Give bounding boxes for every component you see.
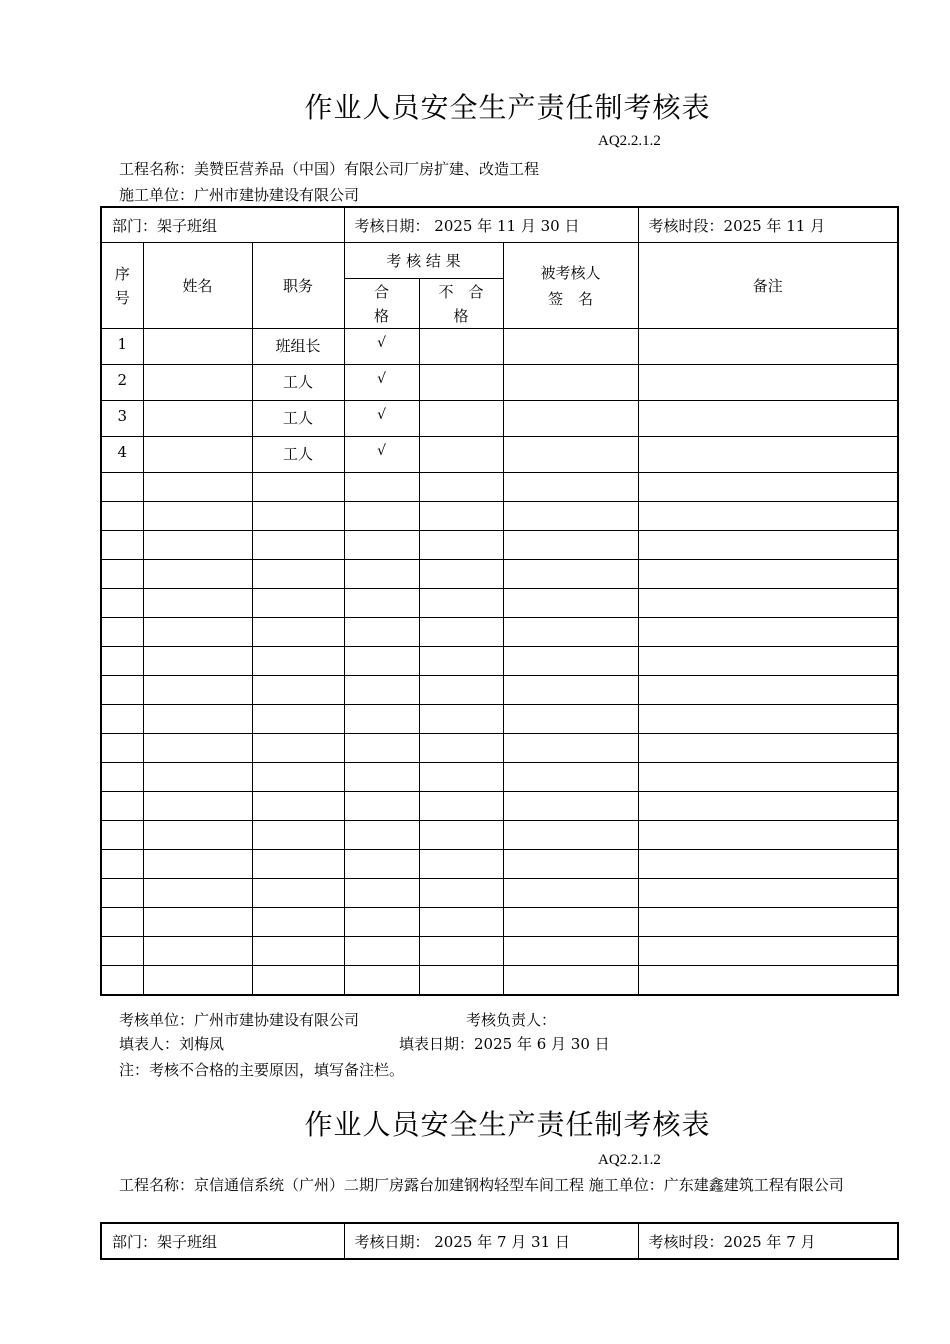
fill-date: 填表日期：2025 年 6 月 30 日: [399, 1035, 610, 1053]
cell-remark: [638, 365, 898, 401]
empty-cell: [638, 473, 898, 502]
empty-cell: [143, 560, 252, 589]
empty-cell: [344, 473, 419, 502]
period-cell: 考核时段：2025 年 11 月: [638, 207, 898, 243]
empty-cell: [252, 647, 344, 676]
assessment-table: [100, 206, 899, 996]
table-row: [101, 329, 898, 365]
form-code: AQ2.2.1.2: [598, 133, 661, 149]
empty-cell: [503, 879, 638, 908]
department-cell: 部门：架子班组: [101, 207, 344, 243]
empty-cell: [503, 908, 638, 937]
cell-duty: 工人: [252, 437, 344, 473]
empty-row: [101, 676, 898, 705]
assessment-unit: 考核单位：广州市建协建设有限公司: [119, 1011, 360, 1029]
empty-row: [101, 966, 898, 996]
construction-unit: 施工单位：广州市建协建设有限公司: [119, 186, 360, 204]
cell-fail: [419, 365, 503, 401]
empty-cell: [101, 966, 143, 996]
empty-cell: [419, 908, 503, 937]
empty-cell: [419, 676, 503, 705]
cell-pass: √: [344, 329, 419, 365]
empty-cell: [101, 473, 143, 502]
empty-cell: [101, 647, 143, 676]
empty-cell: [503, 647, 638, 676]
cell-seq: 1: [101, 329, 143, 365]
empty-cell: [344, 589, 419, 618]
empty-row: [101, 821, 898, 850]
empty-row: [101, 879, 898, 908]
empty-cell: [143, 502, 252, 531]
empty-cell: [344, 618, 419, 647]
empty-row: [101, 908, 898, 937]
cell-pass: √: [344, 365, 419, 401]
cell-signature: [503, 437, 638, 473]
empty-cell: [143, 908, 252, 937]
empty-cell: [419, 618, 503, 647]
empty-cell: [344, 734, 419, 763]
col-duty-header: 职务: [252, 243, 344, 329]
empty-cell: [143, 734, 252, 763]
empty-cell: [503, 792, 638, 821]
cell-fail: [419, 401, 503, 437]
assessment-table-2: [100, 1222, 899, 1260]
cell-remark: [638, 329, 898, 365]
empty-cell: [252, 937, 344, 966]
empty-cell: [344, 676, 419, 705]
empty-cell: [101, 734, 143, 763]
empty-cell: [252, 705, 344, 734]
empty-cell: [252, 502, 344, 531]
cell-signature: [503, 401, 638, 437]
empty-cell: [143, 589, 252, 618]
empty-row: [101, 734, 898, 763]
empty-row: [101, 502, 898, 531]
empty-row: [101, 937, 898, 966]
page-title: 作业人员安全生产责任制考核表: [304, 91, 711, 124]
assessment-responsible: 考核负责人：: [466, 1011, 557, 1029]
project-name: 工程名称：美赞臣营养品（中国）有限公司厂房扩建、改造工程: [119, 160, 540, 178]
empty-cell: [101, 879, 143, 908]
footnote: 注：考核不合格的主要原因，填写备注栏。: [119, 1061, 405, 1079]
empty-cell: [344, 792, 419, 821]
empty-cell: [419, 937, 503, 966]
cell-pass: √: [344, 437, 419, 473]
empty-cell: [344, 879, 419, 908]
cell-name: [143, 365, 252, 401]
cell-duty: 工人: [252, 401, 344, 437]
cell-remark: [638, 437, 898, 473]
empty-cell: [638, 879, 898, 908]
empty-cell: [344, 502, 419, 531]
empty-cell: [252, 676, 344, 705]
department-cell-2: 部门：架子班组: [101, 1223, 344, 1259]
empty-cell: [503, 734, 638, 763]
empty-cell: [344, 763, 419, 792]
empty-cell: [638, 792, 898, 821]
empty-cell: [143, 792, 252, 821]
empty-cell: [638, 531, 898, 560]
empty-cell: [344, 560, 419, 589]
empty-cell: [503, 763, 638, 792]
empty-cell: [252, 531, 344, 560]
header-row: [101, 207, 898, 243]
empty-row: [101, 589, 898, 618]
empty-cell: [638, 502, 898, 531]
col-result-header: 考 核 结 果: [344, 243, 503, 279]
form-code-2: AQ2.2.1.2: [598, 1152, 661, 1168]
empty-cell: [101, 908, 143, 937]
cell-signature: [503, 329, 638, 365]
empty-cell: [252, 966, 344, 996]
empty-cell: [638, 821, 898, 850]
empty-cell: [503, 560, 638, 589]
empty-cell: [143, 531, 252, 560]
empty-cell: [419, 879, 503, 908]
empty-cell: [252, 589, 344, 618]
cell-remark: [638, 401, 898, 437]
empty-row: [101, 531, 898, 560]
empty-cell: [344, 705, 419, 734]
col-name-header: 姓名: [143, 243, 252, 329]
empty-cell: [143, 618, 252, 647]
empty-cell: [143, 850, 252, 879]
empty-cell: [344, 966, 419, 996]
cell-pass: √: [344, 401, 419, 437]
empty-cell: [252, 908, 344, 937]
empty-cell: [638, 560, 898, 589]
empty-cell: [143, 937, 252, 966]
empty-cell: [503, 618, 638, 647]
empty-cell: [503, 850, 638, 879]
empty-row: [101, 705, 898, 734]
empty-row: [101, 560, 898, 589]
empty-cell: [101, 502, 143, 531]
empty-cell: [143, 966, 252, 996]
empty-cell: [638, 763, 898, 792]
col-signature-header: 被考核人 签 名: [503, 243, 638, 329]
cell-fail: [419, 437, 503, 473]
empty-cell: [344, 937, 419, 966]
col-pass-header: 合 格: [344, 279, 419, 329]
empty-cell: [638, 908, 898, 937]
empty-cell: [419, 560, 503, 589]
empty-cell: [503, 531, 638, 560]
empty-cell: [503, 937, 638, 966]
empty-cell: [638, 618, 898, 647]
empty-cell: [143, 473, 252, 502]
col-fail-header: 不 合 格: [419, 279, 503, 329]
empty-cell: [143, 763, 252, 792]
empty-cell: [252, 560, 344, 589]
empty-cell: [252, 850, 344, 879]
empty-cell: [638, 850, 898, 879]
cell-seq: 3: [101, 401, 143, 437]
table-row: [101, 401, 898, 437]
empty-row: [101, 763, 898, 792]
empty-cell: [419, 473, 503, 502]
empty-cell: [638, 705, 898, 734]
empty-cell: [638, 589, 898, 618]
empty-cell: [503, 502, 638, 531]
empty-cell: [419, 821, 503, 850]
date-cell: 考核日期： 2025 年 11 月 30 日: [344, 207, 638, 243]
empty-row: [101, 792, 898, 821]
empty-cell: [101, 531, 143, 560]
empty-cell: [143, 647, 252, 676]
empty-cell: [638, 647, 898, 676]
cell-name: [143, 329, 252, 365]
empty-cell: [143, 821, 252, 850]
empty-row: [101, 618, 898, 647]
cell-name: [143, 401, 252, 437]
cell-seq: 4: [101, 437, 143, 473]
empty-cell: [252, 821, 344, 850]
empty-cell: [419, 850, 503, 879]
empty-cell: [252, 792, 344, 821]
cell-duty: 班组长: [252, 329, 344, 365]
empty-cell: [638, 676, 898, 705]
empty-cell: [252, 879, 344, 908]
empty-cell: [143, 705, 252, 734]
empty-cell: [419, 966, 503, 996]
empty-row: [101, 850, 898, 879]
empty-cell: [638, 966, 898, 996]
empty-cell: [252, 473, 344, 502]
empty-cell: [101, 850, 143, 879]
cell-fail: [419, 329, 503, 365]
empty-row: [101, 647, 898, 676]
filler: 填表人：刘梅凤: [119, 1035, 225, 1053]
empty-cell: [101, 560, 143, 589]
header-row-2: [101, 1223, 898, 1259]
empty-cell: [638, 937, 898, 966]
empty-cell: [419, 705, 503, 734]
empty-cell: [638, 734, 898, 763]
empty-cell: [252, 763, 344, 792]
empty-cell: [503, 589, 638, 618]
empty-cell: [252, 618, 344, 647]
empty-cell: [344, 647, 419, 676]
empty-cell: [503, 705, 638, 734]
empty-cell: [419, 502, 503, 531]
empty-cell: [101, 618, 143, 647]
cell-signature: [503, 365, 638, 401]
empty-cell: [344, 821, 419, 850]
empty-cell: [419, 647, 503, 676]
empty-cell: [419, 792, 503, 821]
empty-cell: [252, 734, 344, 763]
empty-cell: [101, 937, 143, 966]
table-row: [101, 437, 898, 473]
empty-cell: [419, 589, 503, 618]
empty-cell: [143, 676, 252, 705]
empty-cell: [344, 531, 419, 560]
col-remark-header: 备注: [638, 243, 898, 329]
empty-row: [101, 473, 898, 502]
empty-cell: [503, 473, 638, 502]
empty-cell: [503, 821, 638, 850]
cell-name: [143, 437, 252, 473]
empty-cell: [101, 589, 143, 618]
empty-cell: [419, 763, 503, 792]
cell-seq: 2: [101, 365, 143, 401]
cell-duty: 工人: [252, 365, 344, 401]
col-seq-header: 序 号: [101, 243, 143, 329]
empty-cell: [101, 821, 143, 850]
empty-cell: [419, 531, 503, 560]
empty-cell: [503, 966, 638, 996]
period-cell-2: 考核时段：2025 年 7 月: [638, 1223, 898, 1259]
project-name-2: 工程名称：京信通信系统（广州）二期厂房露台加建钢构轻型车间工程 施工单位：广东建鑫建筑工程有限公司: [119, 1176, 844, 1194]
empty-cell: [143, 879, 252, 908]
table-row: [101, 365, 898, 401]
page-title-2: 作业人员安全生产责任制考核表: [304, 1108, 711, 1141]
empty-cell: [101, 705, 143, 734]
date-cell-2: 考核日期： 2025 年 7 月 31 日: [344, 1223, 638, 1259]
empty-cell: [101, 763, 143, 792]
empty-cell: [101, 792, 143, 821]
empty-cell: [419, 734, 503, 763]
empty-cell: [344, 908, 419, 937]
empty-cell: [101, 676, 143, 705]
empty-cell: [344, 850, 419, 879]
empty-cell: [503, 676, 638, 705]
